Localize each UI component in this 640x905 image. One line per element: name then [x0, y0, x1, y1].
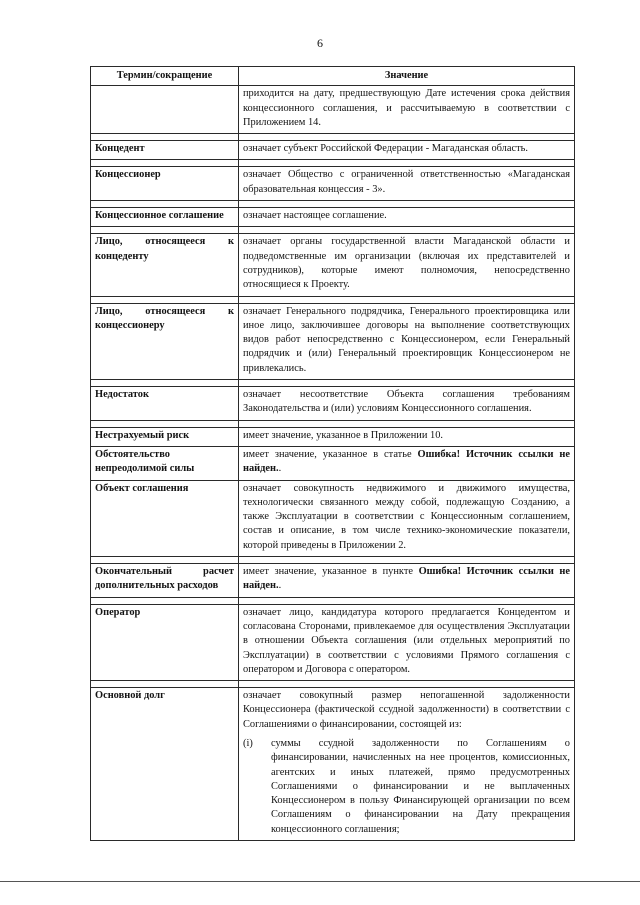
- term-cell: Концессионное соглашение: [91, 208, 239, 227]
- term-cell: Недостаток: [91, 387, 239, 421]
- value-tail: .: [278, 580, 282, 592]
- value-text: имеет значение, указанное в пункте: [243, 566, 419, 578]
- term-cell: Концедент: [91, 141, 239, 160]
- sub-item: [243, 737, 570, 837]
- table-row: [91, 480, 575, 556]
- term-cell: Лицо, относящееся к концеденту: [91, 234, 239, 296]
- table-header-row: [91, 67, 575, 86]
- term-cell: Основной долг: [91, 688, 239, 841]
- term-cell: Оператор: [91, 604, 239, 680]
- table-row: [91, 604, 575, 680]
- term-cell: Окончательный расчет дополнительных расходов: [91, 564, 239, 598]
- reference-error: Ошибка! Источник ссылки не найден.: [243, 566, 570, 592]
- reference-error: Ошибка! Источник ссылки не найден.: [243, 448, 570, 475]
- term-cell: Нестрахуемый риск: [91, 427, 239, 446]
- page-bottom-edge: [0, 881, 640, 882]
- sub-item-number: (i): [243, 737, 253, 749]
- term-cell: Лицо, относящееся к концессионеру: [91, 303, 239, 379]
- table-row: [91, 208, 575, 227]
- value-text: означает совокупный размер непогашенной задолженности Концессионера (фактической ссудной задолженности) в соответствии с Соглашениями о финансировании, состоящей из:: [243, 690, 570, 730]
- value-cell: имеет значение, указанное в Приложении 10.: [239, 427, 575, 446]
- value-tail: .: [278, 463, 282, 475]
- table-row: [91, 564, 575, 598]
- value-cell: [239, 688, 575, 841]
- table-row: [91, 141, 575, 160]
- table-row: [91, 387, 575, 421]
- page-number: 6: [317, 36, 323, 50]
- table-row: [91, 167, 575, 201]
- definitions-table: [90, 66, 575, 841]
- table-row: [91, 427, 575, 446]
- value-cell: [239, 446, 575, 480]
- value-cell: означает несоответствие Объекта соглашения требованиям Законодательства и (или) условиям Концессионного соглашения.: [239, 387, 575, 421]
- table-row: [91, 234, 575, 296]
- term-cell: Объект соглашения: [91, 480, 239, 556]
- header-term: Термин/сокращение: [91, 67, 239, 86]
- header-value: Значение: [239, 67, 575, 86]
- value-cell: означает совокупность недвижимого и движимого имущества, технологически связанного между собой, подлежащую Созданию, а также Эксплуатации в соответствии с Концессионным соглашением, состав и описание, в том числе технико-экономические показатели, которой приведены в Приложении 2.: [239, 480, 575, 556]
- value-cell: означает Общество с ограниченной ответственностью «Магаданская образовательная концессия - 3».: [239, 167, 575, 201]
- term-cell-empty: [91, 86, 239, 134]
- term-cell: Концессионер: [91, 167, 239, 201]
- table-row: [91, 86, 575, 134]
- continuation-text: приходится на дату, предшествующую Дате истечения срока действия концессионного соглашения, и рассчитываемую в соответствии с Приложением 14.: [239, 86, 575, 134]
- value-cell: [239, 564, 575, 598]
- value-cell: означает лицо, кандидатура которого предлагается Концедентом и согласована Сторонами, привлекаемое для осуществления Эксплуатации в отношении Объекта соглашения (или отдельных мероприятий по Эксплуатации) в соответствии с условиями Прямого соглашения с оператором и Договора с оператором.: [239, 604, 575, 680]
- term-cell: Обстоятельство непреодолимой силы: [91, 446, 239, 480]
- value-cell: означает органы государственной власти Магаданской области и подведомственные им организации (включая их представителей и сотрудников), которые имеют полномочия, непосредственно относящиеся к Проекту.: [239, 234, 575, 296]
- value-text: имеет значение, указанное в статье: [243, 448, 418, 460]
- value-cell: означает субъект Российской Федерации - Магаданская область.: [239, 141, 575, 160]
- value-cell: означает настоящее соглашение.: [239, 208, 575, 227]
- sub-item-text: суммы ссудной задолженности по Соглашениям о финансировании, начисленных на нее процентов, комиссионных, агентских и иных платежей, прямо предусмотренных Соглашениями о финансировании и не выплаченных Концессионером в пользу Финансирующей организации по всем Соглашениям о финансировании на Дату прекращения концессионного соглашения;: [271, 737, 570, 835]
- table-row: [91, 303, 575, 379]
- table-row: [91, 446, 575, 480]
- value-cell: означает Генерального подрядчика, Генерального проектировщика или иное лицо, заключившее договоры на выполнение соответствующих видов работ непосредственно с Концессионером, если Генеральный подрядчик и (или) Генеральный проектировщик Концессионером не привлекались.: [239, 303, 575, 379]
- table-row: [91, 688, 575, 841]
